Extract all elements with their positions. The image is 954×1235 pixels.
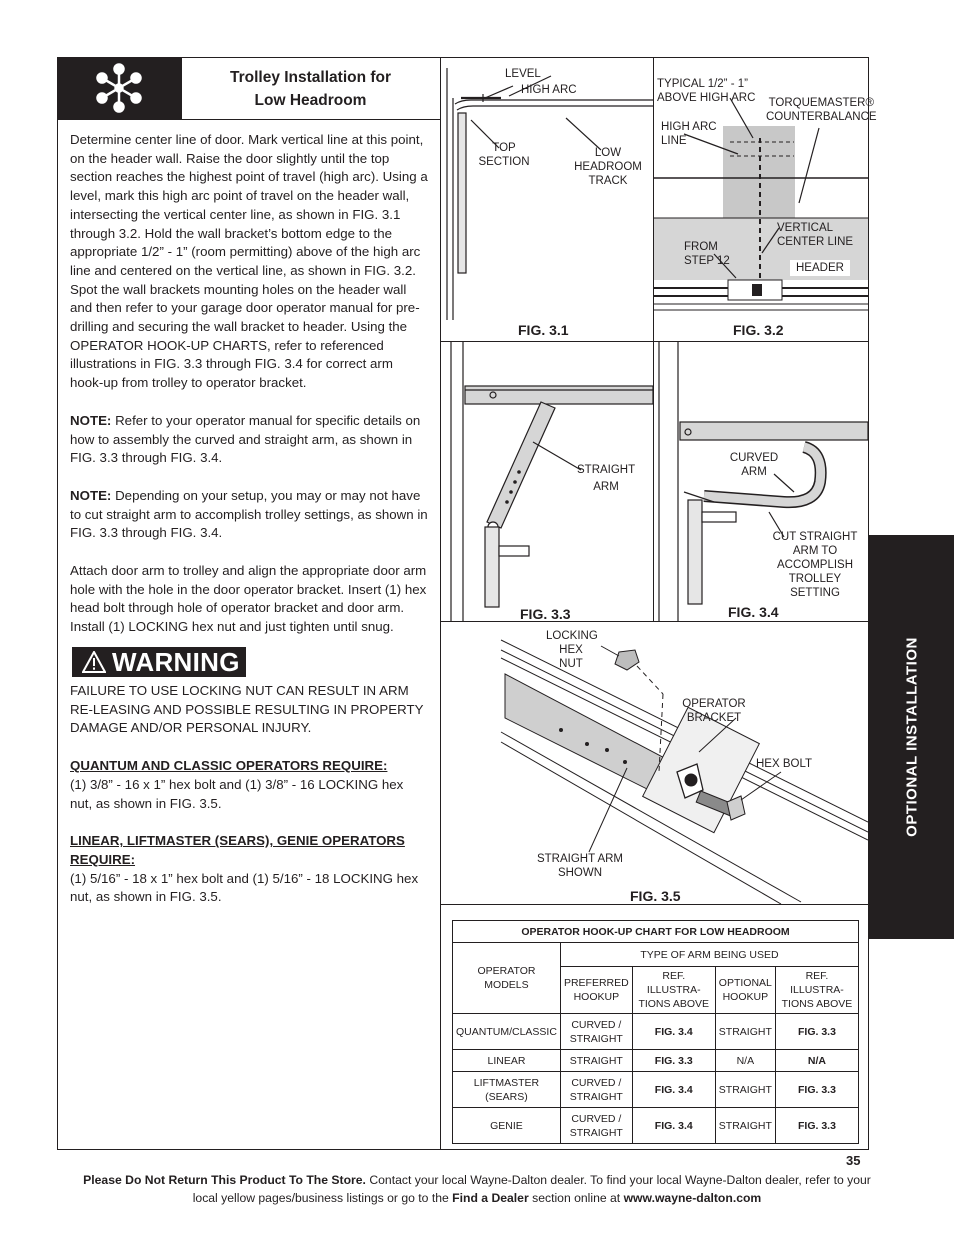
hookup-table: [452, 920, 859, 1144]
row-optional: N/A: [715, 1050, 775, 1072]
fig-3-3-straight-arm-label: [577, 463, 635, 494]
fig-row-divider-3: [440, 904, 869, 905]
table-row: [453, 1072, 859, 1108]
row-model: GENIE: [453, 1108, 561, 1144]
page-title-line2: Low Headroom: [254, 92, 367, 109]
col-optional-line1: OPTIONAL: [718, 977, 772, 989]
fig-3-2-torquemaster-label: [766, 96, 877, 124]
row-model: [453, 1072, 561, 1108]
fig-3-1-low-line3: TRACK: [588, 175, 628, 187]
note-2: [70, 487, 428, 543]
row-ref2: FIG. 3.3: [775, 1072, 858, 1108]
col-optional-line2: HOOKUP: [722, 991, 769, 1003]
fig-3-4-cut-line4: TROLLEY: [788, 573, 842, 585]
row-pref-line1: CURVED /: [571, 1018, 622, 1031]
fig-3-5-locking-line1: LOCKING: [546, 630, 598, 642]
fig-3-1-top-section-label: [478, 141, 530, 169]
warning-banner: [72, 647, 246, 677]
fig-3-2-torque-line1: TORQUEMASTER®: [768, 97, 874, 109]
find-a-dealer-link[interactable]: Find a Dealer: [452, 1191, 529, 1205]
fig-3-5-operator-bracket-label: [680, 697, 748, 725]
row-ref: FIG. 3.4: [632, 1014, 715, 1050]
row-pref-line1: CURVED /: [571, 1076, 622, 1089]
note-1-text: Refer to your operator manual for specific details on how to assembly the curved and straight arm, as shown in FIG. 3.3 through FIG. 3.4.: [70, 412, 421, 466]
page-title: [181, 66, 440, 112]
fig-3-2-caption: FIG. 3.2: [733, 322, 784, 338]
row-pref-line1: CURVED /: [571, 1112, 622, 1125]
fig-3-1-low-line1: LOW: [594, 147, 622, 159]
fig-3-1-caption: FIG. 3.1: [518, 322, 569, 338]
row-ref2: FIG. 3.3: [775, 1014, 858, 1050]
col-ref2-line2: TIONS ABOVE: [781, 998, 853, 1010]
section-side-tab-label: OPTIONAL INSTALLATION: [903, 637, 920, 837]
fig-3-2-higharc-line1: HIGH ARC: [661, 121, 717, 133]
type-of-arm-header: TYPE OF ARM BEING USED: [560, 943, 858, 967]
row-preferred: [560, 1014, 632, 1050]
col-optional-hookup: [715, 967, 775, 1014]
fig-3-1-top-section-line2: SECTION: [478, 156, 530, 168]
footer-line2: [40, 1189, 914, 1207]
fig-3-3-straight-line2: ARM: [593, 481, 619, 493]
table-row: [453, 1108, 859, 1144]
row-optional: STRAIGHT: [715, 1072, 775, 1108]
footer: [40, 1171, 914, 1207]
row-pref-line2: STRAIGHT: [569, 1126, 623, 1139]
footer-text-1: Contact your local Wayne-Dalton dealer. To find your local Wayne-Dalton dealer, refer to your: [365, 1173, 871, 1187]
table-row: [453, 1050, 859, 1072]
row-preferred: [560, 1108, 632, 1144]
linear-heading: LINEAR, LIFTMASTER (SEARS), GENIE OPERATORS REQUIRE:: [70, 833, 405, 867]
fig-3-2-vertical-line1: VERTICAL: [777, 222, 834, 234]
footer-line1: [40, 1171, 914, 1189]
hookup-chart-title: OPERATOR HOOK-UP CHART FOR LOW HEADROOM: [453, 921, 859, 943]
fig-3-5-hex-bolt-label: HEX BOLT: [756, 758, 813, 770]
row-model: LINEAR: [453, 1050, 561, 1072]
fig-3-5-operator-line2: BRACKET: [686, 712, 742, 724]
fig-3-2-high-arc-line-label: [661, 120, 717, 148]
table-row: [453, 1014, 859, 1050]
fig-3-5-straight-line2: SHOWN: [557, 867, 603, 879]
page-title-line1: Trolley Installation for: [229, 69, 392, 86]
fig-3-2-vertical-label: [777, 221, 853, 249]
note-1-label: NOTE:: [70, 412, 112, 428]
operator-models-header: OPERATOR MODELS: [453, 943, 561, 1014]
footer-bold-1: Please Do Not Return This Product To The Store.: [83, 1173, 366, 1187]
fig-3-5-operator-line1: OPERATOR: [682, 698, 746, 710]
fig-3-1-low-track-label: [572, 146, 644, 188]
fig-3-4-curved-line1: CURVED: [729, 452, 779, 464]
fig-3-5-locking-line2: HEX NUT: [559, 644, 583, 670]
col-ref-illustrations: [632, 967, 715, 1014]
warning-label: WARNING: [112, 647, 240, 677]
row-ref: FIG. 3.4: [632, 1072, 715, 1108]
row-optional: STRAIGHT: [715, 1014, 775, 1050]
fig-3-4-curved-arm-label: [729, 451, 779, 479]
section-side-tab: [869, 535, 954, 939]
fig-3-4-cut-line1: CUT STRAIGHT: [772, 531, 858, 543]
footer-text-2: local yellow pages/business listings or go to the: [192, 1191, 453, 1205]
website-link[interactable]: www.wayne-dalton.com: [623, 1191, 762, 1205]
fig-3-4-curved-line2: ARM: [741, 466, 767, 478]
fig-3-4-cut-line5: SETTING: [790, 587, 840, 599]
instruction-paragraph-4: Attach door arm to trolley and align the appropriate door arm hole with the hole in the door operator bracket. Insert (1) hex head bolt through hole of operator bracket and door arm. Install (1) LOCKING hex nut and just tighten until snug.: [70, 563, 427, 635]
col-preferred-hookup: [560, 967, 632, 1014]
row-ref: FIG. 3.3: [632, 1050, 715, 1072]
row-model-line1: LIFTMASTER: [473, 1076, 540, 1089]
fig-3-2-header-label: HEADER: [790, 260, 850, 276]
fig-3-4-caption: FIG. 3.4: [728, 604, 779, 620]
fig-3-1-high-arc-label: HIGH ARC: [521, 84, 577, 96]
col-preferred-line1: PREFERRED: [563, 977, 629, 989]
row-pref-line2: STRAIGHT: [569, 1032, 623, 1045]
row-ref: FIG. 3.4: [632, 1108, 715, 1144]
fig-3-2-from-line1: FROM: [684, 241, 718, 253]
fig-3-5-caption: FIG. 3.5: [630, 888, 681, 904]
warning-triangle-icon: [82, 651, 106, 673]
quantum-text: (1) 3/8” - 16 x 1” hex bolt and (1) 3/8” - 16 LOCKING hex nut, as shown in FIG. 3.5.: [70, 776, 404, 811]
quantum-heading: QUANTUM AND CLASSIC OPERATORS REQUIRE:: [70, 758, 388, 774]
fig-3-5-locking-nut-label: [546, 629, 596, 671]
row-ref2: N/A: [775, 1050, 858, 1072]
fig-3-5-straight-arm-label: [536, 852, 624, 880]
instruction-paragraph-1: Determine center line of door. Mark vertical line at this point, on the header wall. Raise the door slightly until the top section reaches the highest point of travel (high arc). Using a level, mark this high arc point of travel on the header wall, intersecting the vertical center line, as shown in FIG. 3.1 through 3.2. Hold the wall bracket’s bottom edge to the appropriate 1/2” - 1” (room permitting) above of the high arc line and centered on the vertical line, as shown in FIG. 3.2. Spot the wall brackets mounting holes on the header wall and then refer to your garage door operator manual for pre-drilling and securing the wall bracket to header. Using the OPERATOR HOOK-UP CHARTS, refer to referenced illustrations in FIG. 3.3 through FIG. 3.4 for correct arm hook-up from trolley to operator bracket.: [70, 132, 428, 391]
fig-3-2-vertical-line2: CENTER LINE: [777, 236, 854, 248]
row-optional: STRAIGHT: [715, 1108, 775, 1144]
fig-3-1-level-label: LEVEL: [505, 68, 541, 80]
footer-text-3: section online at: [528, 1191, 624, 1205]
fig-3-4-cut-line3: ACCOMPLISH: [776, 559, 854, 571]
col-ref-illustrations-2: [775, 967, 858, 1014]
header-bottom-rule: [57, 119, 440, 120]
fig-3-2-from-step-label: [684, 240, 730, 268]
row-model-line2: (SEARS): [485, 1090, 528, 1103]
note-1: [70, 412, 428, 468]
row-preferred: [560, 1072, 632, 1108]
fig-3-1-low-line2: HEADROOM: [574, 161, 642, 173]
row-preferred: STRAIGHT: [560, 1050, 632, 1072]
note-2-label: NOTE:: [70, 487, 112, 503]
col-preferred-line2: HOOKUP: [573, 991, 620, 1003]
fig-3-2-from-line2: STEP 12: [684, 255, 730, 267]
row-ref2: FIG. 3.3: [775, 1108, 858, 1144]
fig-3-2-typical-line2: ABOVE HIGH ARC: [657, 92, 756, 104]
fig-3-5-straight-line1: STRAIGHT ARM: [536, 853, 624, 865]
fig-3-3-caption: FIG. 3.3: [520, 606, 571, 622]
col-ref-line1: REF. ILLUSTRA-: [646, 970, 701, 996]
row-model: QUANTUM/CLASSIC: [453, 1014, 561, 1050]
col-ref2-line1: REF. ILLUSTRA-: [790, 970, 844, 996]
warning-content: [70, 682, 428, 926]
row-pref-line2: STRAIGHT: [569, 1090, 623, 1103]
page-number: 35: [846, 1153, 861, 1168]
snowflake-icon: [57, 57, 181, 119]
fig-3-4-cut-line2: ARM TO: [792, 545, 838, 557]
fig-3-1-top-section-line1: TOP: [492, 142, 516, 154]
col-ref-line2: TIONS ABOVE: [638, 998, 710, 1010]
hookup-chart: [452, 920, 859, 1144]
fig-3-2-typical-line1: TYPICAL 1/2” - 1”: [657, 78, 748, 90]
warning-text: FAILURE TO USE LOCKING NUT CAN RESULT IN ARM RE-LEASING AND POSSIBLE RESULTING IN PROPERTY DAMAGE AND/OR PERSONAL INJURY.: [70, 683, 424, 736]
fig-3-4-cut-straight-label: [770, 530, 860, 600]
fig-3-2-typical-label: [657, 77, 755, 105]
note-2-text: Depending on your setup, you may or may not have to cut straight arm to accomplish trolley settings, as shown in FIG. 3.3 through FIG. 3.4.: [70, 487, 428, 541]
instructions: [70, 131, 428, 656]
fig-3-2-higharc-line2: LINE: [661, 135, 687, 147]
header-icon-box: [57, 57, 181, 119]
linear-text: (1) 5/16” - 18 x 1” hex bolt and (1) 5/16” - 18 LOCKING hex nut, as shown in FIG. 3.5.: [70, 870, 419, 905]
fig-3-2-torque-line2: COUNTERBALANCE: [766, 111, 877, 123]
fig-3-3-straight-line1: STRAIGHT: [577, 464, 636, 476]
fig-3-1-illustration: [441, 58, 653, 341]
